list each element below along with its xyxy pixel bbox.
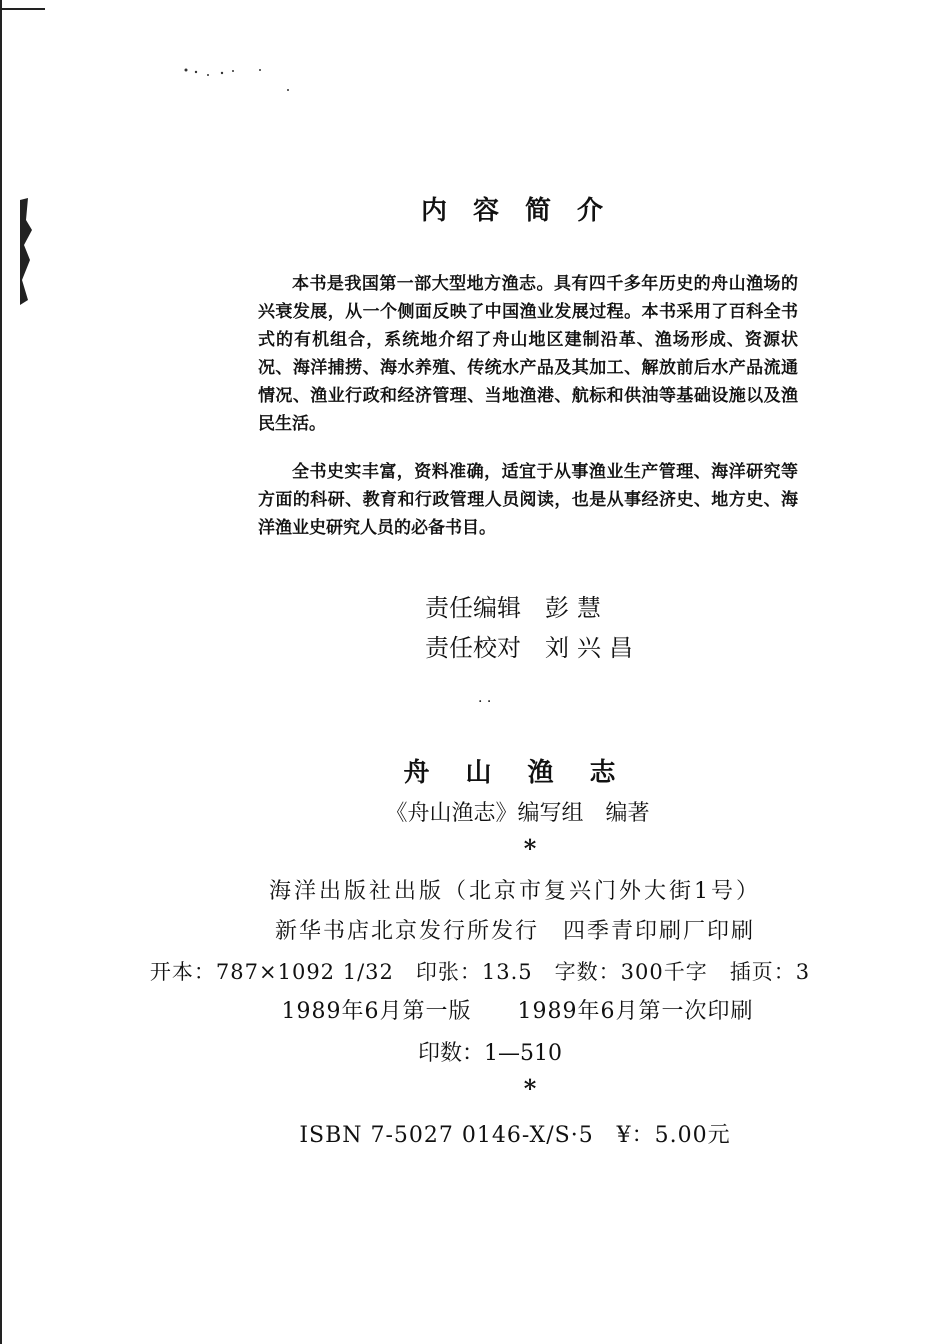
scan-specks — [178, 58, 298, 98]
intro-title: 内容简介 — [420, 196, 629, 226]
isbn-price-line: ISBN 7-5027 0146-X/S·5 ¥：5.00元 — [299, 1123, 731, 1148]
publisher-line: 海洋出版社出版（北京市复兴门外大街1号） — [269, 879, 761, 904]
print-run-line: 印数：1—510 — [418, 1041, 562, 1066]
intro-paragraph-1: 本书是我国第一部大型地方渔志。具有四千多年历史的舟山渔场的兴衰发展，从一个侧面反映了中国渔业发展过程。本书采用了百科全书式的有机组合，系统地介绍了舟山地区建制沿革、渔场形成、资源状况、海洋捕捞、海水养殖、传统水产品及其加工、解放前后水产品流通情况、渔业行政和经济管理、当地渔港、航标和供油等基础设施以及渔民生活。 — [258, 274, 798, 434]
edition-line: 1989年6月第一版 1989年6月第一次印刷 — [281, 999, 754, 1024]
book-title: 舟山渔志 — [403, 758, 652, 788]
credit-editor-role: 责任编辑 — [425, 594, 521, 622]
credit-proof-role: 责任校对 — [425, 634, 521, 662]
credit-editor — [425, 588, 609, 623]
specs-line: 开本：787×1092 1/32 印张：13.5 字数：300千字 插页：3 — [149, 960, 811, 984]
distributor-line: 新华书店北京发行所发行 四季青印刷厂印刷 — [274, 919, 755, 944]
intro-paragraph-2: 全书史实丰富，资料准确，适宜于从事渔业生产管理、海洋研究等方面的科研、教育和行政管理人员阅读，也是从事经济史、地方史、海洋渔业史研究人员的必备书目。 — [258, 462, 798, 538]
page-corner-mark — [0, 8, 45, 10]
credit-proofreader — [425, 628, 641, 663]
credit-editor-name: 彭慧 — [545, 594, 609, 622]
credit-proof-name: 刘兴昌 — [545, 634, 641, 662]
star-divider: * — [523, 1074, 537, 1103]
star-divider: * — [523, 834, 537, 863]
authors-line: 《舟山渔志》编写组 编著 — [385, 801, 650, 826]
separator-dots: · · — [478, 694, 492, 710]
